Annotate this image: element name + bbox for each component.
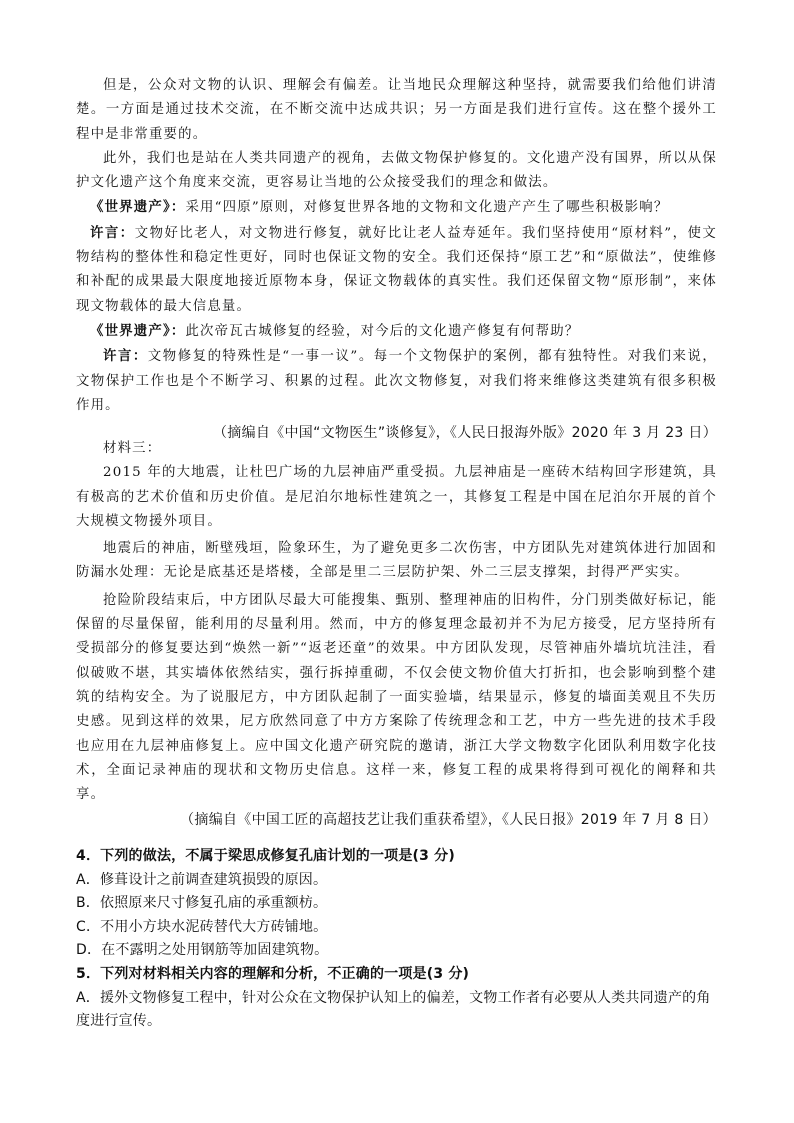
interview-question (76, 195, 717, 220)
question-text: 采用“四原”原则，对修复世界各地的文物和文化遗产产生了哪些积极影响？ (185, 200, 669, 216)
answer-text: 文物修复的特殊性是“一事一议”。每一个文物保护的案例，都有独特性。对我们来说，文物保护工作也是个不断学习、积累的过程。此次文物修复，对我们将来维修这类建筑有很多积极作用。 (76, 349, 717, 413)
paragraph: 地震后的神庙，断壁残垣，险象环生，为了避免更多二次伤害，中方团队先对建筑体进行加固和防漏水处理：无论是底基还是塔楼，全部是里二三层防护架、外二三层支撑架，封得严严实实。 (76, 541, 717, 581)
interviewer-label: 《世界遗产》： (90, 199, 186, 216)
paragraph: 2015 年的大地震，让杜巴广场的九层神庙严重受损。九层神庙是一座砖木结构回字形建筑，具有极高的艺术价值和历史价值。是尼泊尔地标性建筑之一，其修复工程是中国在尼泊尔开展的首个大规模文物援外项目。 (76, 465, 717, 529)
option-d: D．在不露明之处用钢筋等加固建筑物。 (76, 942, 329, 959)
questions-section (76, 845, 717, 1034)
question-text: 此次帝瓦古城修复的经验，对今后的文化遗产修复有何帮助？ (185, 323, 580, 339)
answer-text: 文物好比老人，对文物进行修复，就好比让老人益寿延年。我们坚持使用“原材料”，使文物结构的整体性和稳定性更好，同时也保证文物的安全。我们还保持“原工艺”和“原做法”，使维修和补配的成果最大限度地接近原物本身，保证文物载体的真实性。我们还保留文物“原形制”，来体现文物载体的最大信息量。 (76, 225, 717, 314)
material-two-section (76, 74, 717, 445)
paragraph: 抢险阶段结束后，中方团队尽最大可能搜集、甄别、整理神庙的旧构件，分门别类做好标记，能保留的尽量保留，能利用的尽量利用。然而，中方的修复理念最初并不为尼方接受，尼方坚持所有受损部分的修复要达到“焕然一新”“返老还童”的效果。中方团队发现，尽管神庙外墙坑坑洼洼，看似破败不堪，其实墙体依然结实，强行拆掉重砌，不仅会使文物价值大打折扣，也会影响到整个建筑的结构安全。为了说服尼方，中方团队起制了一面实验墙，结果显示，修复的墙面美观且不失历史感。见到这样的效果，尼方欣然同意了中方方案除了传统理念和工艺，中方一些先进的技术手段也应用在九层神庙修复上。应中国文化遗产研究院的邀请，浙江大学文物数字化团队利用数字化技术，全面记录神庙的现状和文物历史信息。这样一来，修复工程的成果将得到可视化的阐释和共享。 (76, 592, 717, 803)
interview-question (76, 319, 717, 344)
paragraph: 但是，公众对文物的认识、理解会有偏差。让当地民众理解这种坚持，就需要我们给他们讲清楚。一方面是通过技术交流，在不断交流中达成共识；另一方面是我们进行宣传。这在整个援外工程中是非常重要的。 (76, 78, 717, 142)
section-heading: 材料三： (103, 441, 162, 456)
option-a: A．援外文物修复工程中，针对公众在文物保护认知上的偏差，文物工作者有必要从人类共同遗产的角度进行宣传。 (76, 989, 711, 1030)
source-citation: （摘编自《中国“文物医生”谈修复》，《人民日报海外版》2020 年 3 月 23 日） (212, 425, 717, 442)
interview-answer (76, 221, 717, 319)
material-three-section (76, 437, 717, 832)
interviewer-label: 《世界遗产》： (90, 322, 186, 339)
option-b: B．依照原来尺寸修复孔庙的承重额枋。 (76, 895, 328, 912)
interview-answer (76, 344, 717, 418)
interviewee-label: 许言： (103, 348, 148, 365)
source-citation: （摘编自《中国工匠的高超技艺让我们重获希望》，《人民日报》2019 年 7 月 8 日） (180, 812, 717, 829)
interviewee-label: 许言： (90, 224, 135, 241)
paragraph: 此外，我们也是站在人类共同遗产的视角，去做文物保护修复的。文化遗产没有国界，所以从保护文化遗产这个角度来交流，更容易让当地的公众接受我们的理念和做法。 (76, 150, 717, 191)
question-4-stem: 4．下列的做法，不属于梁思成修复孔庙计划的一项是(3 分) (76, 848, 455, 864)
option-a: A．修葺设计之前调查建筑损毁的原因。 (76, 871, 328, 888)
option-c: C．不用小方块水泥砖替代大方砖铺地。 (76, 918, 328, 935)
question-5-stem: 5．下列对材料相关内容的理解和分析，不正确的一项是(3 分) (76, 965, 470, 982)
